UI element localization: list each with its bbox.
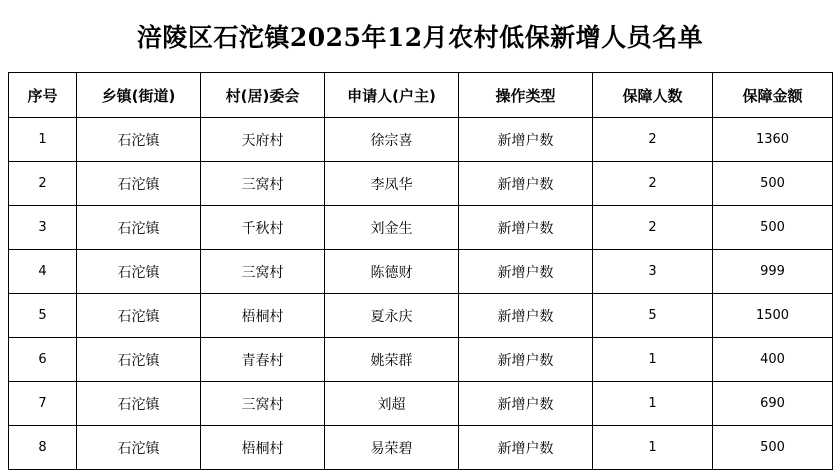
cell-applicant: 陈德财 bbox=[325, 250, 459, 294]
column-header-index: 序号 bbox=[9, 73, 77, 118]
table-header bbox=[9, 73, 833, 118]
cell-amount: 999 bbox=[713, 250, 833, 294]
cell-applicant: 夏永庆 bbox=[325, 294, 459, 338]
column-header-operation-type: 操作类型 bbox=[459, 73, 593, 118]
table-row bbox=[9, 294, 833, 338]
cell-people-count: 1 bbox=[593, 426, 713, 470]
cell-people-count: 5 bbox=[593, 294, 713, 338]
cell-township: 石沱镇 bbox=[77, 294, 201, 338]
cell-amount: 500 bbox=[713, 426, 833, 470]
table-row bbox=[9, 426, 833, 470]
cell-index: 3 bbox=[9, 206, 77, 250]
cell-village: 天府村 bbox=[201, 118, 325, 162]
cell-index: 4 bbox=[9, 250, 77, 294]
cell-people-count: 2 bbox=[593, 118, 713, 162]
cell-township: 石沱镇 bbox=[77, 118, 201, 162]
cell-index: 7 bbox=[9, 382, 77, 426]
cell-amount: 690 bbox=[713, 382, 833, 426]
cell-index: 6 bbox=[9, 338, 77, 382]
table-row bbox=[9, 118, 833, 162]
cell-village: 三窝村 bbox=[201, 162, 325, 206]
cell-village: 千秋村 bbox=[201, 206, 325, 250]
cell-operation-type: 新增户数 bbox=[459, 118, 593, 162]
cell-people-count: 2 bbox=[593, 162, 713, 206]
cell-applicant: 刘超 bbox=[325, 382, 459, 426]
cell-township: 石沱镇 bbox=[77, 338, 201, 382]
cell-applicant: 刘金生 bbox=[325, 206, 459, 250]
table-container bbox=[0, 72, 840, 470]
table-body bbox=[9, 118, 833, 470]
cell-operation-type: 新增户数 bbox=[459, 294, 593, 338]
column-header-people-count: 保障人数 bbox=[593, 73, 713, 118]
cell-township: 石沱镇 bbox=[77, 250, 201, 294]
cell-village: 三窝村 bbox=[201, 250, 325, 294]
column-header-village: 村(居)委会 bbox=[201, 73, 325, 118]
cell-operation-type: 新增户数 bbox=[459, 206, 593, 250]
cell-township: 石沱镇 bbox=[77, 382, 201, 426]
cell-people-count: 2 bbox=[593, 206, 713, 250]
cell-operation-type: 新增户数 bbox=[459, 426, 593, 470]
cell-people-count: 1 bbox=[593, 338, 713, 382]
cell-applicant: 姚荣群 bbox=[325, 338, 459, 382]
cell-people-count: 3 bbox=[593, 250, 713, 294]
column-header-applicant: 申请人(户主) bbox=[325, 73, 459, 118]
cell-index: 8 bbox=[9, 426, 77, 470]
cell-operation-type: 新增户数 bbox=[459, 382, 593, 426]
cell-township: 石沱镇 bbox=[77, 206, 201, 250]
cell-village: 青春村 bbox=[201, 338, 325, 382]
cell-village: 梧桐村 bbox=[201, 294, 325, 338]
cell-people-count: 1 bbox=[593, 382, 713, 426]
table-row bbox=[9, 338, 833, 382]
cell-township: 石沱镇 bbox=[77, 426, 201, 470]
cell-township: 石沱镇 bbox=[77, 162, 201, 206]
page-title: 涪陵区石沱镇2025年12月农村低保新增人员名单 bbox=[136, 23, 704, 52]
cell-index: 1 bbox=[9, 118, 77, 162]
cell-village: 梧桐村 bbox=[201, 426, 325, 470]
table-row bbox=[9, 382, 833, 426]
table-row bbox=[9, 162, 833, 206]
cell-amount: 1360 bbox=[713, 118, 833, 162]
cell-amount: 500 bbox=[713, 206, 833, 250]
table-header-row bbox=[9, 73, 833, 118]
cell-applicant: 易荣碧 bbox=[325, 426, 459, 470]
cell-village: 三窝村 bbox=[201, 382, 325, 426]
column-header-township: 乡镇(街道) bbox=[77, 73, 201, 118]
beneficiary-table bbox=[8, 72, 833, 470]
table-row bbox=[9, 206, 833, 250]
cell-amount: 400 bbox=[713, 338, 833, 382]
cell-operation-type: 新增户数 bbox=[459, 338, 593, 382]
cell-operation-type: 新增户数 bbox=[459, 162, 593, 206]
cell-applicant: 李凤华 bbox=[325, 162, 459, 206]
cell-index: 5 bbox=[9, 294, 77, 338]
cell-index: 2 bbox=[9, 162, 77, 206]
cell-amount: 1500 bbox=[713, 294, 833, 338]
column-header-amount: 保障金额 bbox=[713, 73, 833, 118]
cell-operation-type: 新增户数 bbox=[459, 250, 593, 294]
cell-amount: 500 bbox=[713, 162, 833, 206]
cell-applicant: 徐宗喜 bbox=[325, 118, 459, 162]
table-row bbox=[9, 250, 833, 294]
